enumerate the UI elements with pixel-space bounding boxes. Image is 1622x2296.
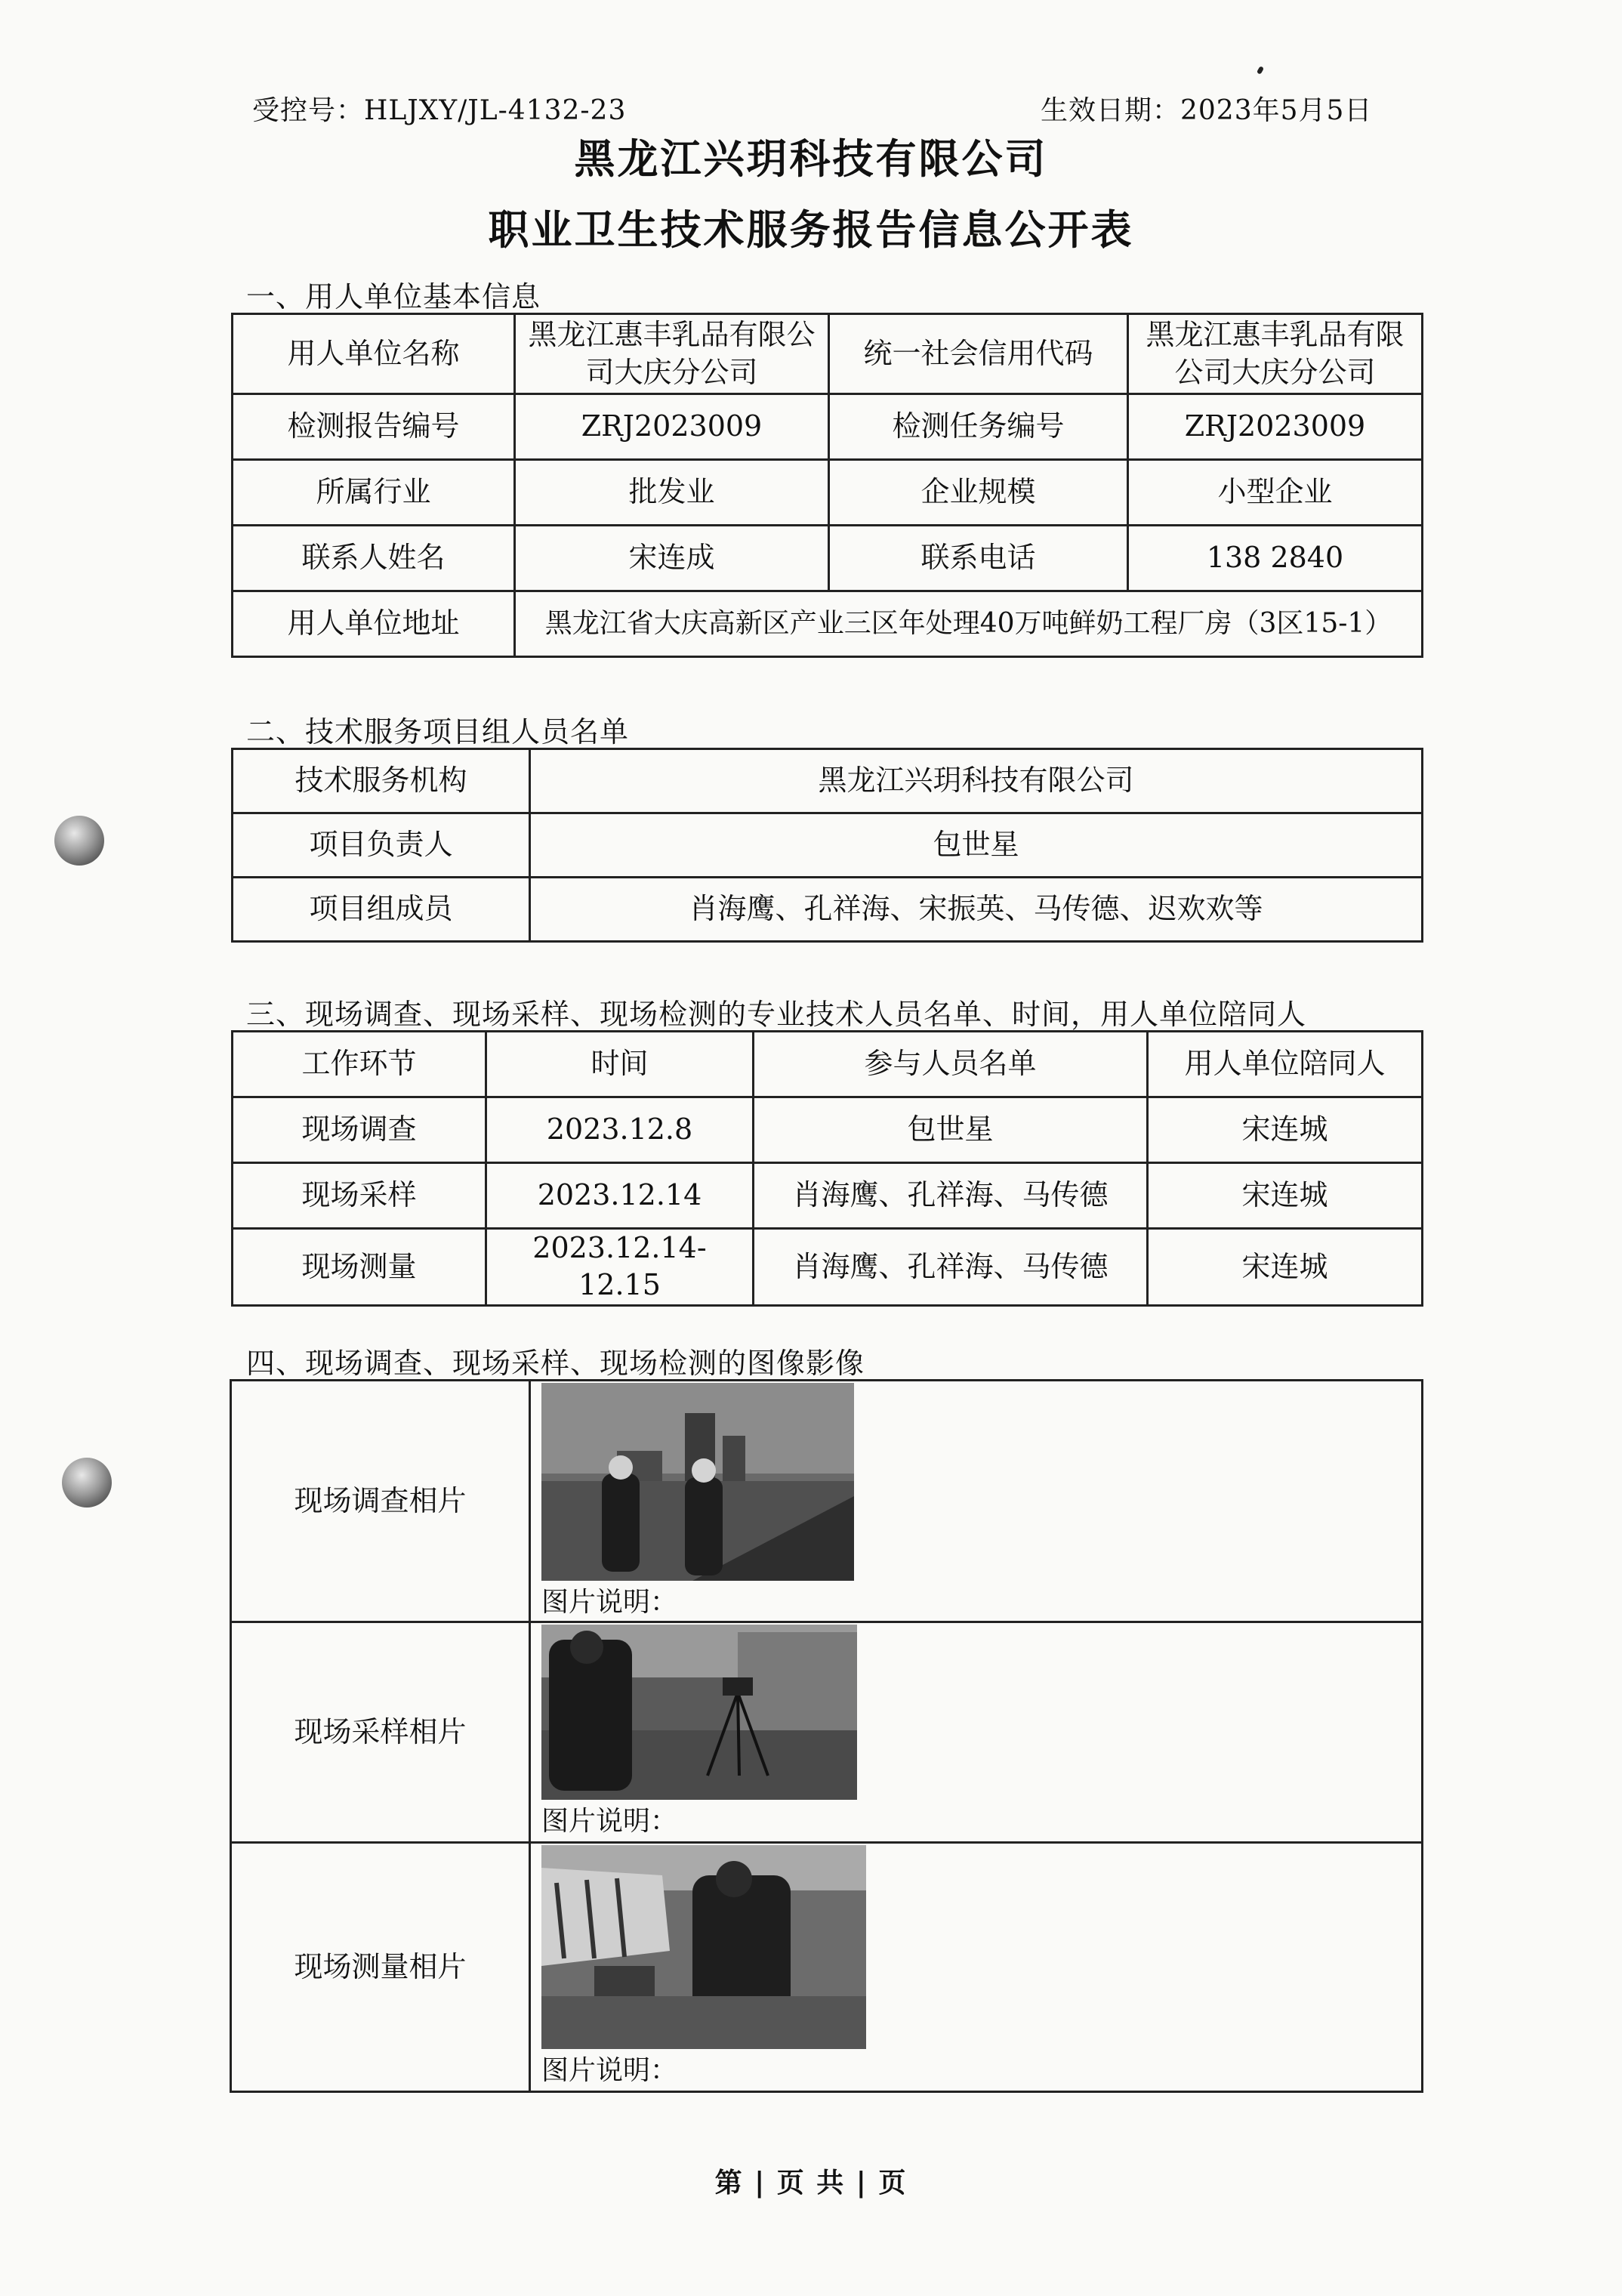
table-row bbox=[233, 1097, 1423, 1163]
column-header: 工作环节 bbox=[233, 1032, 486, 1097]
employer-info-table bbox=[231, 313, 1423, 658]
effective-date: 生效日期：2023年5月5日 bbox=[1041, 95, 1373, 126]
table-cell: 项目组成员 bbox=[233, 878, 530, 942]
table-cell: 黑龙江惠丰乳品有限公司大庆分公司 bbox=[1128, 314, 1423, 394]
measurement-photo bbox=[541, 1845, 866, 2049]
table-cell: 宋连城 bbox=[1148, 1163, 1423, 1229]
survey-photo bbox=[541, 1383, 854, 1581]
table-cell: 2023.12.14-12.15 bbox=[486, 1229, 754, 1306]
page-footer: 第 | 页 共 | 页 bbox=[714, 2167, 908, 2199]
table-row bbox=[233, 526, 1423, 591]
table-cell: ZRJ2023009 bbox=[1128, 394, 1423, 460]
column-header: 时间 bbox=[486, 1032, 754, 1097]
table-cell: 小型企业 bbox=[1128, 460, 1423, 526]
table-cell: 现场测量 bbox=[233, 1229, 486, 1306]
photo-caption: 图片说明： bbox=[541, 2055, 678, 2086]
table-cell: 企业规模 bbox=[829, 460, 1128, 526]
table-cell: 2023.12.14 bbox=[486, 1163, 754, 1229]
table-cell: 肖海鹰、孔祥海、宋振英、马传德、迟欢欢等 bbox=[530, 878, 1423, 942]
photo-label: 现场测量相片 bbox=[231, 1843, 530, 2092]
hole-punch-mark-top bbox=[54, 816, 104, 866]
table-cell: 黑龙江兴玥科技有限公司 bbox=[530, 749, 1423, 813]
project-team-table bbox=[231, 748, 1423, 943]
table-cell: 2023.12.8 bbox=[486, 1097, 754, 1163]
table-cell: 检测报告编号 bbox=[233, 394, 515, 460]
photo-cell bbox=[530, 1843, 1423, 2092]
control-number: 受控号：HLJXY/JL-4132-23 bbox=[252, 95, 627, 126]
form-title: 职业卫生技术服务报告信息公开表 bbox=[488, 205, 1134, 254]
table-cell: 检测任务编号 bbox=[829, 394, 1128, 460]
table-cell: 宋连成 bbox=[515, 526, 829, 591]
photo-cell bbox=[530, 1381, 1423, 1622]
table-row bbox=[233, 1163, 1423, 1229]
table-cell: 现场采样 bbox=[233, 1163, 486, 1229]
ink-mark bbox=[1257, 66, 1264, 75]
table-cell: 肖海鹰、孔祥海、马传德 bbox=[754, 1163, 1148, 1229]
table-cell: 联系人姓名 bbox=[233, 526, 515, 591]
photo-label: 现场调查相片 bbox=[231, 1381, 530, 1622]
photo-caption: 图片说明： bbox=[541, 1587, 678, 1618]
table-row bbox=[233, 591, 1423, 657]
table-cell: 包世星 bbox=[530, 813, 1423, 878]
section3-heading: 三、现场调查、现场采样、现场检测的专业技术人员名单、时间，用人单位陪同人 bbox=[246, 998, 1307, 1031]
table-row bbox=[231, 1622, 1423, 1843]
table-cell: 项目负责人 bbox=[233, 813, 530, 878]
table-row bbox=[231, 1843, 1423, 2092]
company-title: 黑龙江兴玥科技有限公司 bbox=[574, 134, 1048, 183]
section1-heading: 一、用人单位基本信息 bbox=[246, 280, 541, 313]
table-row bbox=[233, 878, 1423, 942]
photo-caption: 图片说明： bbox=[541, 1806, 678, 1837]
table-row bbox=[233, 749, 1423, 813]
table-cell: 黑龙江惠丰乳品有限公司大庆分公司 bbox=[515, 314, 829, 394]
table-row bbox=[233, 813, 1423, 878]
sampling-photo bbox=[541, 1625, 857, 1800]
table-cell: ZRJ2023009 bbox=[515, 394, 829, 460]
table-cell: 批发业 bbox=[515, 460, 829, 526]
table-cell: 宋连城 bbox=[1148, 1229, 1423, 1306]
photo-table bbox=[230, 1379, 1423, 2093]
photo-label: 现场采样相片 bbox=[231, 1622, 530, 1843]
table-row bbox=[233, 1229, 1423, 1306]
table-cell: 现场调查 bbox=[233, 1097, 486, 1163]
section4-heading: 四、现场调查、现场采样、现场检测的图像影像 bbox=[246, 1347, 865, 1380]
column-header: 用人单位陪同人 bbox=[1148, 1032, 1423, 1097]
field-work-table bbox=[231, 1030, 1423, 1307]
column-header: 参与人员名单 bbox=[754, 1032, 1148, 1097]
table-cell: 138 2840 bbox=[1128, 526, 1423, 591]
hole-punch-mark-bottom bbox=[62, 1458, 112, 1508]
table-row bbox=[233, 460, 1423, 526]
table-cell: 包世星 bbox=[754, 1097, 1148, 1163]
table-cell: 所属行业 bbox=[233, 460, 515, 526]
table-row bbox=[233, 314, 1423, 394]
address-value: 黑龙江省大庆高新区产业三区年处理40万吨鲜奶工程厂房（3区15-1） bbox=[515, 591, 1423, 657]
table-row bbox=[231, 1381, 1423, 1622]
table-cell: 技术服务机构 bbox=[233, 749, 530, 813]
table-cell: 用人单位名称 bbox=[233, 314, 515, 394]
table-cell: 统一社会信用代码 bbox=[829, 314, 1128, 394]
section2-heading: 二、技术服务项目组人员名单 bbox=[246, 715, 630, 748]
table-cell: 宋连城 bbox=[1148, 1097, 1423, 1163]
table-row bbox=[233, 394, 1423, 460]
table-cell: 肖海鹰、孔祥海、马传德 bbox=[754, 1229, 1148, 1306]
table-cell: 联系电话 bbox=[829, 526, 1128, 591]
table-header-row bbox=[233, 1032, 1423, 1097]
address-label: 用人单位地址 bbox=[233, 591, 515, 657]
photo-cell bbox=[530, 1622, 1423, 1843]
